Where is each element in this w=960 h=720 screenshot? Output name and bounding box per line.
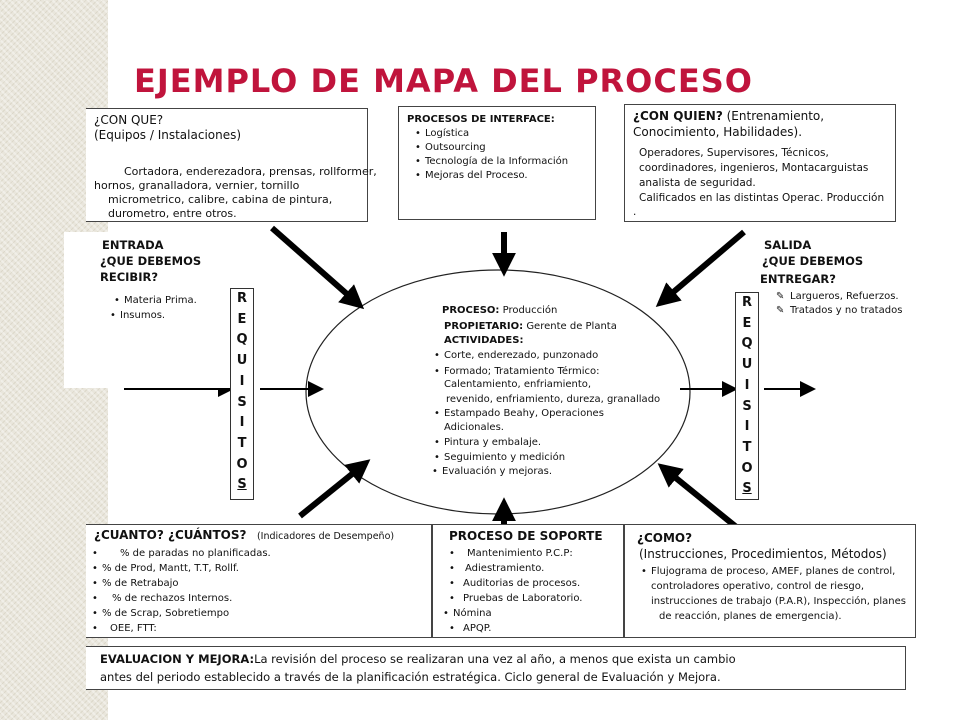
con-quien-line: Calificados en las distintas Operac. Producción: [639, 192, 885, 204]
entrada-question: ¿QUE DEBEMOS: [100, 254, 202, 268]
entrada-question: RECIBIR?: [100, 270, 158, 284]
indicador-item: • % de rechazos Internos.: [102, 592, 232, 605]
con-que-line: micrometrico, calibre, cabina de pintura,: [108, 193, 333, 206]
interface-item: • Outsourcing: [425, 141, 486, 154]
interface-box: [398, 106, 596, 220]
como-line: instrucciones de trabajo (P.A.R), Inspección, planes: [651, 596, 906, 607]
entrada-item: • Insumos.: [120, 309, 165, 322]
soporte-item: • Auditorias de procesos.: [459, 577, 580, 590]
page-title: EJEMPLO DE MAPA DEL PROCESO: [134, 62, 753, 100]
con-quien-line: analista de seguridad.: [639, 177, 756, 189]
entrada-item: • Materia Prima.: [124, 294, 197, 307]
como-box: [624, 524, 916, 638]
como-heading: ¿COMO?: [637, 531, 693, 545]
entrada-title: ENTRADA: [102, 238, 164, 252]
entrada-block: [64, 232, 230, 388]
actividad-item: • Evaluación y mejoras.: [442, 465, 552, 478]
actividad-item: • Corte, enderezado, punzonado: [444, 349, 598, 362]
soporte-item: • APQP.: [459, 622, 491, 635]
arrow-con-que: [272, 228, 356, 302]
requisitos-right: R E Q U I S I T O S: [735, 292, 759, 500]
soporte-item: • Nómina: [453, 607, 492, 620]
con-quien-subheading: Conocimiento, Habilidades).: [633, 125, 803, 139]
con-quien-box: [624, 104, 896, 222]
soporte-box: [432, 524, 624, 638]
actividad-item: • Pintura y embalaje.: [444, 436, 541, 449]
con-que-subheading: (Equipos / Instalaciones): [94, 128, 242, 142]
indicador-item: • % de Retrabajo: [102, 577, 179, 590]
con-que-line: hornos, granalladora, vernier, tornillo: [94, 179, 300, 192]
indicador-item: • % de Prod, Mantt, T.T, Rollf.: [102, 562, 239, 575]
actividad-item: • Estampado Beahy, Operaciones: [444, 407, 604, 420]
salida-question: ¿QUE DEBEMOS: [762, 254, 864, 268]
actividad-item: Adicionales.: [444, 422, 504, 433]
interface-heading: PROCESOS DE INTERFACE:: [407, 114, 555, 125]
con-quien-line: coordinadores, ingenieros, Montacarguistas: [639, 162, 869, 174]
interface-item: • Tecnología de la Información: [425, 155, 568, 168]
requisitos-left: R E Q U I S I T O S: [230, 288, 254, 500]
como-line: • Flujograma de proceso, AMEF, planes de control,: [651, 565, 895, 578]
como-line: controladores operativo, control de riesgo,: [651, 581, 865, 592]
salida-item: ✎ Largueros, Refuerzos.: [776, 291, 899, 302]
process-content: [420, 302, 680, 492]
con-que-line: durometro, entre otros.: [108, 207, 237, 220]
arrow-con-quien: [664, 232, 744, 300]
actividades-label: ACTIVIDADES:: [444, 335, 524, 346]
con-quien-line: Operadores, Supervisores, Técnicos,: [639, 147, 829, 159]
soporte-item: • Adiestramiento.: [459, 562, 544, 575]
evaluacion-box: [86, 646, 906, 690]
indicador-item: • % de paradas no planificadas.: [102, 547, 271, 560]
soporte-item: • Pruebas de Laboratorio.: [459, 592, 582, 605]
indicador-item: • % de Scrap, Sobretiempo: [102, 607, 229, 620]
salida-title: SALIDA: [764, 238, 812, 252]
actividad-item: revenido, enfriamiento, dureza, granallado: [446, 394, 661, 405]
como-subheading: (Instrucciones, Procedimientos, Métodos): [639, 547, 887, 561]
actividad-item: Calentamiento, enfriamiento,: [444, 379, 592, 390]
con-que-line: Cortadora, enderezadora, prensas, rollformer,: [124, 165, 377, 178]
pen-icon: ✎: [776, 291, 785, 302]
cuanto-heading: ¿CUANTO? ¿CUÁNTOS? (Indicadores de Desempeño): [94, 528, 395, 542]
interface-item: • Logística: [425, 127, 469, 140]
salida-question: ENTREGAR?: [760, 272, 836, 286]
como-line: de reacción, planes de emergencia).: [659, 611, 842, 622]
actividad-item: • Seguimiento y medición: [444, 451, 565, 464]
salida-block: [760, 236, 950, 326]
indicador-item: • OEE, FTT:: [102, 622, 157, 635]
pen-icon: ✎: [776, 305, 785, 316]
cuanto-box: [86, 524, 432, 638]
con-quien-heading: ¿CON QUIEN? (Entrenamiento,: [633, 109, 825, 123]
con-que-box: [86, 108, 377, 222]
salida-item: ✎ Tratados y no tratados: [776, 305, 903, 316]
actividad-item: • Formado; Tratamiento Térmico:: [444, 365, 600, 378]
soporte-item: • Mantenimiento P.C.P:: [459, 547, 573, 560]
soporte-heading: PROCESO DE SOPORTE: [449, 529, 603, 543]
evaluacion-text-2: antes del periodo establecido a través de la planificación estratégica. Ciclo general de Evaluación y Mejora.: [100, 670, 721, 684]
con-quien-line: .: [633, 206, 637, 218]
interface-item: • Mejoras del Proceso.: [425, 169, 528, 182]
proceso-line: PROCESO: Producción: [442, 305, 558, 316]
con-que-heading: ¿CON QUE?: [94, 113, 164, 127]
evaluacion-text-1: EVALUACION Y MEJORA:La revisión del proceso se realizaran una vez al año, a menos que exista un cambio: [100, 652, 736, 666]
arrow-cuanto: [300, 466, 362, 516]
propietario-line: PROPIETARIO: Gerente de Planta: [444, 321, 617, 332]
